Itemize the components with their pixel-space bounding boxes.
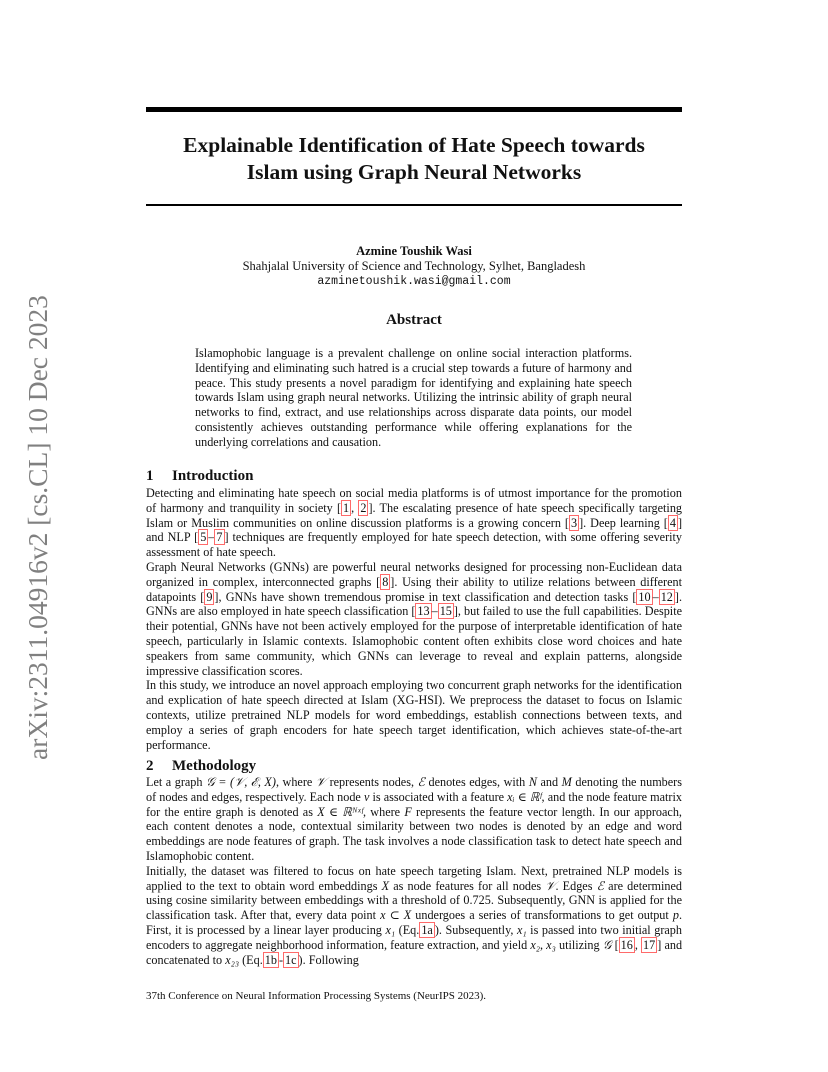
citation-link[interactable]: 16	[620, 937, 633, 952]
section-number: 2	[146, 758, 154, 774]
math-inline: v	[363, 789, 370, 804]
author-block	[146, 244, 682, 289]
author-name: Azmine Toushik Wasi	[356, 244, 472, 258]
introduction-body	[146, 486, 682, 752]
section-heading-introduction	[146, 467, 253, 485]
paragraph: Graph Neural Networks (GNNs) are powerful neural networks designed for processing non-Euclidean data organized in complex, interconnected graphs [ 8 ]. Using their ability to utilize relations between different datapoints [ 9 ], GNNs have shown tremendous promise in text classification and detection tasks [ 10 – 12 ]. GNNs are also employed in hate speech classification [ 13 – 15 ], but failed to use the full capabilities. Despite their potential, GNNs have not been actively employed for the purpose of interpretable identification of hate speech, particularly in Islamic contexts. Islamophobic content often exhibits close word choices and hate speakers from same community, which GNNs can leverage to reveal and explain patterns, alongside impressive classification scores.	[146, 559, 682, 678]
math-inline: 𝒢	[602, 937, 612, 952]
math-inline: 𝒱	[545, 878, 556, 893]
section-heading-methodology	[146, 757, 256, 775]
title-line-2: Islam using Graph Neural Networks	[246, 160, 582, 184]
citation-link[interactable]: 10	[638, 589, 651, 604]
math-inline: ℰ	[417, 775, 425, 789]
math-inline: X ∈ ℝᴺˣᶠ	[317, 804, 363, 819]
math-inline: M	[561, 775, 572, 789]
section-title: Methodology	[172, 758, 257, 774]
section-title: Introduction	[172, 468, 254, 484]
paragraph: Let a graph 𝒢 = (𝒱, ℰ, X), where 𝒱 represents nodes, ℰ denotes edges, with N and M denoting the numbers of nodes and edges, respectively. Each node v is associated with a feature xᵢ ∈ ℝᶠ, and the node feature matrix for the entire graph is denoted as X ∈ ℝᴺˣᶠ, where F represents the feature vector length. In our approach, each content denotes a node, contextual similarity between two nodes is denoted by an edge and word embeddings are node features of graph. The task involves a node classification task to detect hate speech and Islamophobic content.	[146, 775, 682, 863]
abstract-text: Islamophobic language is a prevalent challenge on online social interaction platforms. Identifying and eliminating such hatred is a crucial step towards a future of harmony and peace. This study presents a novel paradigm for identifying and explaining hate speech towards Islam using graph neural networks. Utilizing the intrinsic ability of graph neural networks to find, extract, and use relationships across disparate data points, our model consistently achieves outstanding performance while offering explanations for the underlying correlations and causation.	[195, 346, 632, 449]
author-affiliation: Shahjalal University of Science and Technology, Sylhet, Bangladesh	[242, 259, 586, 273]
citation-link[interactable]: 9	[206, 589, 213, 604]
math-inline: xᵢ ∈ ℝᶠ	[507, 789, 542, 804]
math-inline: x₂₃	[225, 952, 240, 967]
math-inline: N	[528, 775, 537, 789]
math-inline: ℰ	[596, 878, 605, 893]
citation-link[interactable]: 2	[360, 500, 367, 515]
math-inline: 𝒢 = (𝒱, ℰ, X)	[206, 775, 276, 789]
citation-link[interactable]: 7	[216, 530, 223, 545]
section-number: 1	[146, 468, 154, 484]
math-inline: F	[404, 804, 412, 819]
paper-title	[146, 132, 682, 186]
math-inline: x₁	[385, 922, 396, 937]
citation-link[interactable]: 1	[343, 500, 350, 515]
citation-link[interactable]: 5	[200, 530, 207, 545]
paragraph: In this study, we introduce an novel approach employing two concurrent graph networks for the identification and explication of hate speech directed at Islam (XG-HSI). We preprocess the dataset to focus on Islamic contexts, utilize pretrained NLP models for word embeddings, establish connections between texts, and employ a series of graph encoders for hate speech target identification, which achieves state-of-the-art performance.	[146, 678, 682, 752]
math-inline: X	[381, 878, 390, 893]
title-top-rule	[146, 107, 682, 112]
citation-link[interactable]: 4	[669, 515, 676, 530]
conference-footnote: 37th Conference on Neural Information Processing Systems (NeurIPS 2023).	[146, 990, 487, 1002]
citation-link[interactable]: 8	[382, 574, 389, 589]
math-inline: x₁	[516, 922, 527, 937]
math-inline: x₂, x₃	[530, 937, 556, 952]
paragraph: Detecting and eliminating hate speech on social media platforms is of utmost importance for the promotion of harmony and tranquility in society [ 1 , 2 ]. The escalating presence of hate speech specifically targeting Islam or Muslim communities on online discussion platforms is a growing concern [ 3 ]. Deep learning [ 4 ] and NLP [ 5 – 7 ] techniques are frequently employed for hate speech detection, with some offering severity assessment of hate speech.	[146, 486, 683, 560]
citation-link[interactable]: 13	[417, 604, 430, 619]
title-bottom-rule	[146, 204, 682, 206]
citation-link[interactable]: 17	[643, 937, 656, 952]
math-inline: p	[672, 908, 679, 923]
abstract-heading: Abstract	[386, 312, 442, 328]
arxiv-identifier: arXiv:2311.04916v2 [cs.CL] 10 Dec 2023	[22, 295, 53, 760]
citation-link[interactable]: 15	[439, 604, 452, 619]
math-inline: x ⊂ X	[380, 908, 412, 923]
math-inline: 𝒱	[315, 775, 327, 789]
paragraph: Initially, the dataset was filtered to focus on hate speech targeting Islam. Next, pretrained NLP models is applied to the text to obtain word embeddings X as node features for all nodes 𝒱. Edges ℰ are determined using cosine similarity between embeddings with a threshold of 0.725. Subsequently, GNN is applied for the classification task. After that, every data point x ⊂ X undergoes a series of transformations to get output p. First, it is processed by a linear layer producing x₁ (Eq. 1a ). Subsequently, x₁ is passed into two initial graph encoders to aggregate neighborhood information, feature extraction, and yield x₂, x₃ utilizing 𝒢 [ 16 , 17 ] and concatenated to x₂₃ (Eq. 1b - 1c ). Following	[146, 863, 683, 967]
equation-link[interactable]: 1b	[264, 952, 277, 967]
citation-link[interactable]: 12	[660, 589, 673, 604]
equation-link[interactable]: 1a	[421, 922, 433, 937]
methodology-body	[146, 775, 682, 967]
equation-link[interactable]: 1c	[285, 952, 297, 967]
citation-link[interactable]: 3	[570, 515, 578, 530]
title-line-1: Explainable Identification of Hate Speech towards	[183, 133, 645, 157]
author-email[interactable]: azminetoushik.wasi@gmail.com	[317, 275, 511, 288]
